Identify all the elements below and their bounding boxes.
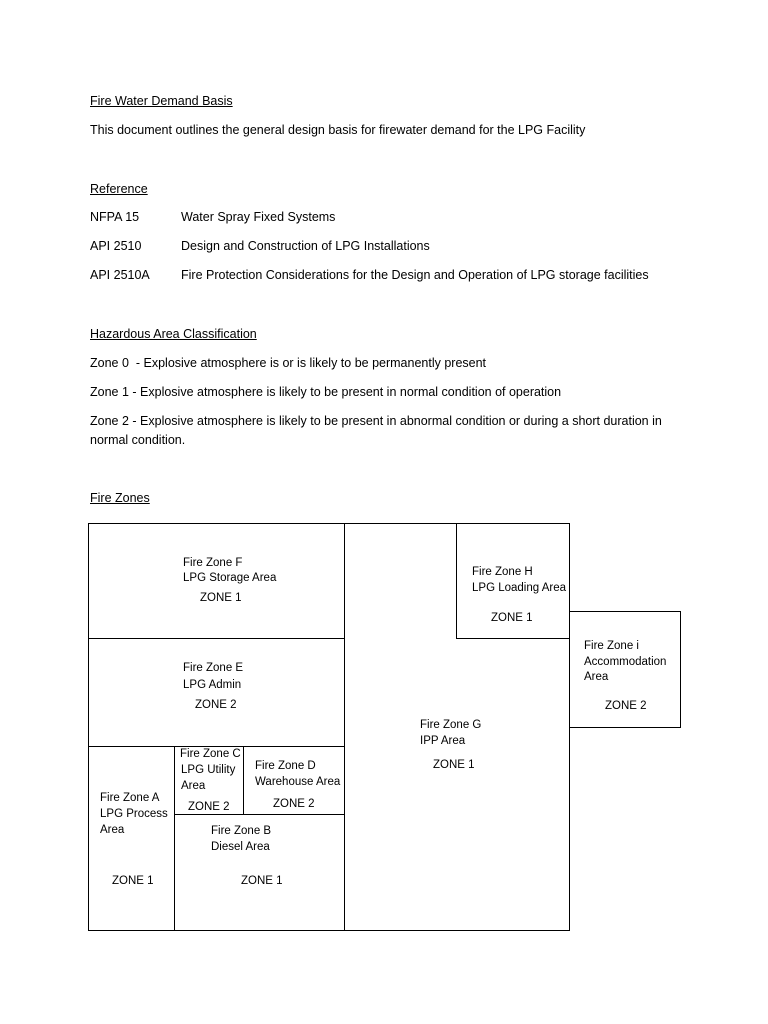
fire-zone-c-zone: ZONE 2 [188, 801, 230, 813]
zone0-text: Zone 0 - Explosive atmosphere is or is likely to be permanently present [90, 356, 487, 370]
reference-description: Fire Protection Considerations for the Design and Operation of LPG storage facilities [181, 268, 649, 282]
reference-description: Design and Construction of LPG Installations [181, 239, 430, 253]
fire-zone-e-area: LPG Admin [183, 679, 242, 691]
fire-zone-h-name: Fire Zone H [472, 566, 533, 578]
zone2-text: Zone 2 - Explosive atmosphere is likely to be present in abnormal condition or during a short duration in normal condition. [90, 414, 662, 447]
fire-zone-g-zone: ZONE 1 [433, 759, 475, 771]
fire-zone-i-area-cont: Area [584, 671, 609, 683]
fire-zone-a-box [88, 746, 175, 931]
fire-zone-a-area: LPG Process [100, 808, 168, 820]
reference-code: API 2510A [90, 268, 150, 282]
fire-zone-h-zone: ZONE 1 [491, 612, 533, 624]
fire-zone-i-zone: ZONE 2 [605, 700, 647, 712]
fire-zone-d-zone: ZONE 2 [273, 798, 315, 810]
fire-zone-b-name: Fire Zone B [211, 825, 272, 837]
reference-code: API 2510 [90, 239, 142, 253]
fire-zone-c-area-cont: Area [181, 780, 206, 792]
fire-zone-i-name: Fire Zone i [584, 640, 639, 652]
fire-zone-i-area: Accommodation [584, 656, 667, 668]
fire-zone-e-name: Fire Zone E [183, 662, 244, 674]
reference-description: Water Spray Fixed Systems [181, 210, 336, 224]
fire-zone-a-name: Fire Zone A [100, 792, 160, 804]
fire-zone-b-zone: ZONE 1 [241, 875, 283, 887]
fire-zone-c-area: LPG Utility [181, 764, 236, 776]
fire-zone-d-area: Warehouse Area [255, 776, 341, 788]
fire-zone-h-area: LPG Loading Area [472, 582, 566, 594]
fire-zone-f-area: LPG Storage Area [183, 572, 277, 584]
fire-zone-g-name: Fire Zone G [420, 719, 482, 731]
fire-zone-a-zone: ZONE 1 [112, 875, 154, 887]
fire-zone-c-name: Fire Zone C [180, 748, 241, 760]
intro-text: This document outlines the general design basis for firewater demand for the LPG Facility [90, 123, 586, 137]
fire-zones-heading: Fire Zones [90, 491, 150, 505]
fire-zone-f-name: Fire Zone F [183, 557, 243, 569]
hazardous-heading: Hazardous Area Classification [90, 327, 257, 341]
fire-zone-b-area: Diesel Area [211, 841, 270, 853]
reference-code: NFPA 15 [90, 210, 140, 224]
document-title: Fire Water Demand Basis [90, 94, 233, 108]
fire-zone-f-zone: ZONE 1 [200, 592, 242, 604]
fire-zone-d-name: Fire Zone D [255, 760, 316, 772]
reference-heading: Reference [90, 182, 148, 196]
fire-zone-a-area-cont: Area [100, 824, 125, 836]
fire-zone-g-area: IPP Area [420, 735, 466, 747]
zone1-text: Zone 1 - Explosive atmosphere is likely to be present in normal condition of operation [90, 385, 562, 399]
fire-zone-e-zone: ZONE 2 [195, 699, 237, 711]
